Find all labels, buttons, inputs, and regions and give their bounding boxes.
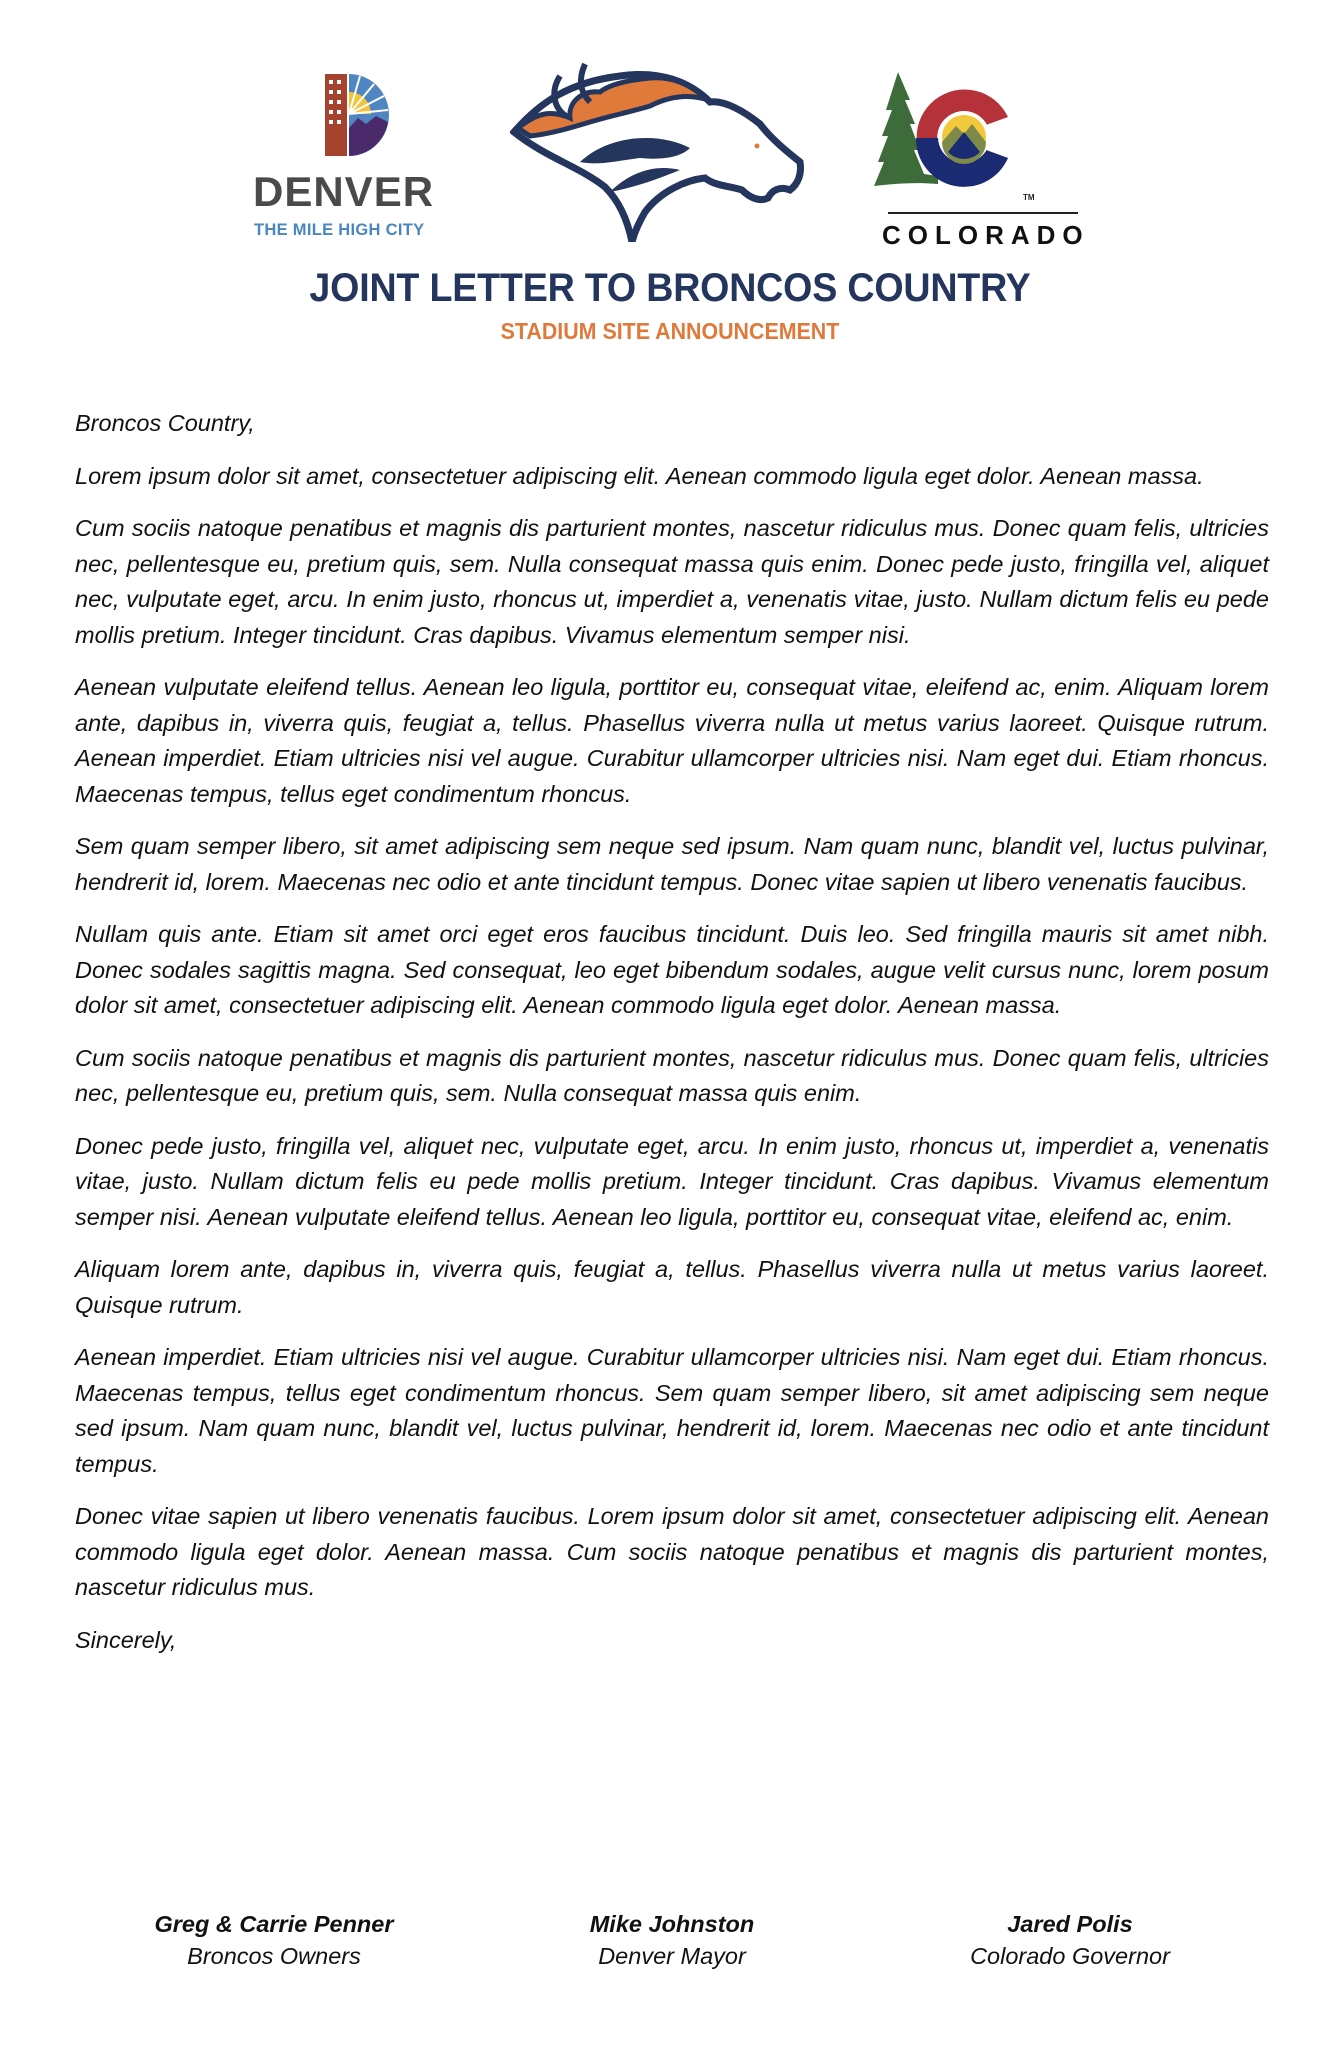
signatory-name: Mike Johnston — [589, 1911, 755, 1937]
signatory-title: Broncos Owners — [187, 1943, 361, 1969]
logo-row — [0, 56, 1340, 250]
signatory-title: Colorado Governor — [970, 1943, 1170, 1969]
colorado-c-icon — [868, 72, 1090, 212]
signatory-broncos-owners — [74, 1908, 474, 1972]
signatory-name: Jared Polis — [1007, 1911, 1133, 1937]
broncos-horse-icon — [510, 62, 805, 242]
colorado-wordmark: COLORADO — [882, 220, 1090, 250]
paragraph: Cum sociis natoque penatibus et magnis dis parturient montes, nascetur ridiculus mus. Donec quam felis, ultricies nec, pellentesque eu, pretium quis, sem. Nulla consequat massa quis enim. — [75, 1044, 1269, 1106]
page-title: JOINT LETTER TO BRONCOS COUNTRY — [309, 266, 1031, 310]
denver-wordmark: DENVER — [253, 168, 435, 215]
denver-d-icon — [250, 72, 445, 167]
paragraph: Sem quam semper libero, sit amet adipiscing sem neque sed ipsum. Nam quam nunc, blandit vel, luctus pulvinar, hendrerit id, lorem. Maecenas nec odio et ante tincidunt tempus. Donec vitae sapien ut libero venenatis faucibus. — [75, 833, 1269, 895]
closing: Sincerely, — [75, 1626, 177, 1653]
paragraph: Donec vitae sapien ut libero venenatis faucibus. Lorem ipsum dolor sit amet, consectetuer adipiscing elit. Aenean commodo ligula eget dolor. Aenean massa. Cum sociis natoque penatibus et magnis dis parturient montes, nascetur ridiculus mus. — [75, 1503, 1269, 1600]
paragraph: Aliquam lorem ante, dapibus in, viverra quis, feugiat a, tellus. Phasellus viverra nulla ut metus varius laoreet. Quisque rutrum. — [75, 1256, 1269, 1318]
paragraph: Cum sociis natoque penatibus et magnis dis parturient montes, nascetur ridiculus mus. Donec quam felis, ultricies nec, pellentesque eu, pretium quis, sem. Nulla consequat massa quis enim. Donec pede justo, fringilla vel, aliquet nec, vulputate eget, arcu. In enim justo, rhoncus ut, imperdiet a, venenatis vitae, justo. Nullam dictum felis eu pede mollis pretium. Integer tincidunt. Cras dapibus. Vivamus elementum semper nisi. — [75, 515, 1269, 648]
colorado-logo — [868, 72, 1090, 250]
paragraph: Lorem ipsum dolor sit amet, consectetuer adipiscing elit. Aenean commodo ligula eget dolor. Aenean massa. — [75, 462, 1204, 489]
signatory-title: Denver Mayor — [598, 1943, 746, 1969]
paragraph: Nullam quis ante. Etiam sit amet orci eget eros faucibus tincidunt. Duis leo. Sed fringilla mauris sit amet nibh. Donec sodales sagittis magna. Sed consequat, leo eget bibendum sodales, augue velit cursus nunc, lorem posum dolor sit amet, consectetuer adipiscing elit. Aenean commodo ligula eget dolor. Aenean massa. — [75, 921, 1269, 1018]
paragraph: Aenean imperdiet. Etiam ultricies nisi vel augue. Curabitur ullamcorper ultricies nisi. Nam eget dui. Etiam rhoncus. Maecenas tempus, tellus eget condimentum rhoncus. Sem quam semper libero, sit amet adipiscing sem neque sed ipsum. Nam quam nunc, blandit vel, luctus pulvinar, hendrerit id, lorem. Maecenas nec odio et ante tincidunt tempus. — [75, 1344, 1269, 1477]
signatory-name: Greg & Carrie Penner — [154, 1911, 394, 1937]
trademark-mark: TM — [1023, 193, 1035, 202]
signatory-denver-mayor — [472, 1908, 872, 1972]
salutation: Broncos Country, — [75, 410, 255, 436]
denver-logo — [250, 72, 445, 239]
paragraph: Aenean vulputate eleifend tellus. Aenean leo ligula, porttitor eu, consequat vitae, eleifend ac, enim. Aliquam lorem ante, dapibus in, viverra quis, feugiat a, tellus. Phasellus viverra nulla ut metus varius laoreet. Quisque rutrum. Aenean imperdiet. Etiam ultricies nisi vel augue. Curabitur ullamcorper ultricies nisi. Nam eget dui. Etiam rhoncus. Maecenas tempus, tellus eget condimentum rhoncus. — [75, 674, 1269, 807]
paragraph: Donec pede justo, fringilla vel, aliquet nec, vulputate eget, arcu. In enim justo, rhoncus ut, imperdiet a, venenatis vitae, justo. Nullam dictum felis eu pede mollis pretium. Integer tincidunt. Cras dapibus. Vivamus elementum semper nisi. Aenean vulputate eleifend tellus. Aenean leo ligula, porttitor eu, consequat vitae, eleifend ac, enim. — [75, 1132, 1269, 1230]
broncos-logo — [510, 62, 805, 242]
letter-body — [75, 406, 1269, 1675]
colorado-divider — [888, 212, 1078, 214]
denver-tagline: THE MILE HIGH CITY — [254, 221, 425, 239]
signatory-colorado-governor — [870, 1908, 1270, 1972]
page-subtitle: STADIUM SITE ANNOUNCEMENT — [500, 318, 840, 344]
